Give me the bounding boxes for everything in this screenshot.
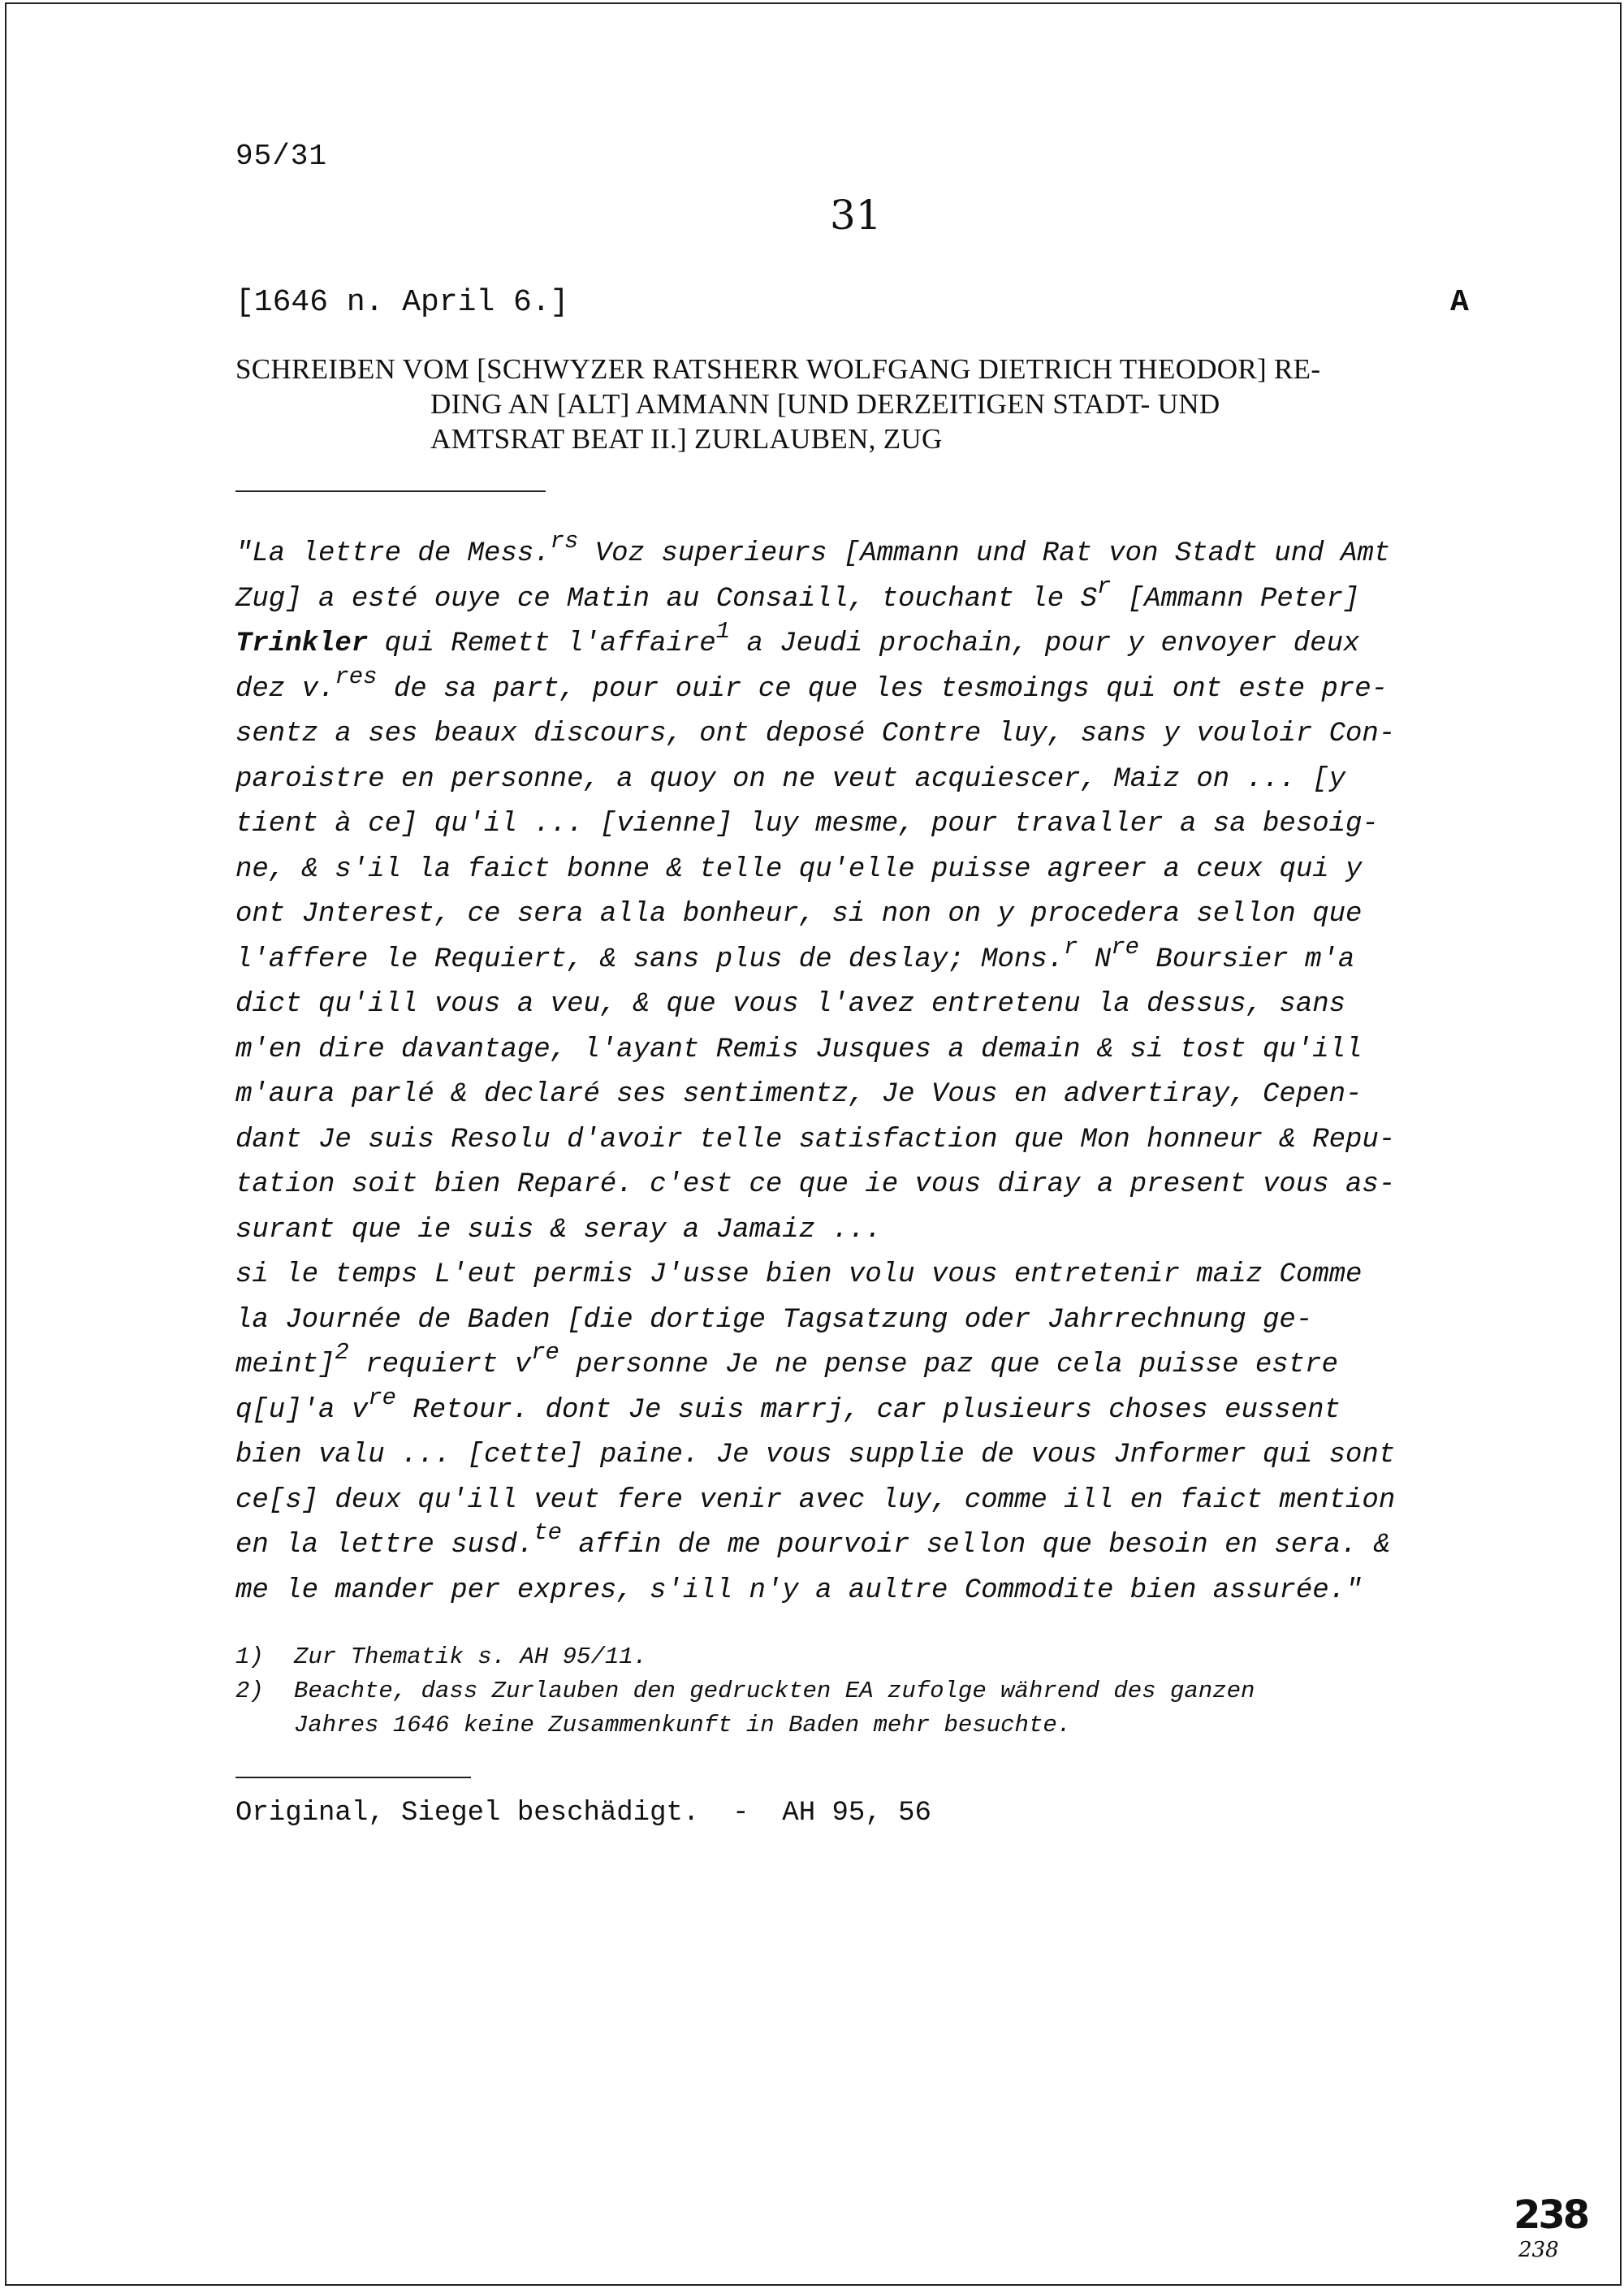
body-line: si le temps L'eut permis J'usse bien volu vous entretenir maiz Comme [235, 1259, 1363, 1290]
document-marker: A [1450, 285, 1469, 320]
handwritten-page-number [1514, 2192, 1587, 2274]
page-number-small: 238 [1518, 2238, 1559, 2262]
body-line: la Journée de Baden [die dortige Tagsatzung oder Jahrrechnung ge- [235, 1304, 1313, 1336]
body-line: bien valu ... [cette] paine. Je vous supplie de vous Jnformer qui sont [235, 1440, 1396, 1471]
body-line: tient à ce] qu'il ... [vienne] luy mesme, pour travaller a sa besoig- [235, 809, 1379, 840]
footnote [235, 1674, 1486, 1743]
source-divider [235, 1777, 471, 1778]
body-line: paroistre en personne, a quoy on ne veut acquiescer, Maiz on ... [y [235, 763, 1346, 795]
body-line: ont Jnterest, ce sera alla bonheur, si non on y procedera sellon que [235, 899, 1363, 930]
page-number: 238 [1514, 2192, 1588, 2238]
heading-line: AMTSRAT BEAT II.] ZURLAUBEN, ZUG [430, 423, 943, 455]
footnote-text: Beachte, dass Zurlauben den gedruckten EA zufolge während des ganzen [294, 1678, 1255, 1704]
letter-body [235, 528, 1478, 1613]
body-line: sentz a ses beaux discours, ont deposé Contre luy, sans y vouloir Con- [235, 719, 1396, 749]
body-line: m'en dire davantage, l'ayant Remis Jusques a demain & si tost qu'ill [235, 1034, 1363, 1065]
body-line: dict qu'ill vous a veu, & que vous l'avez entretenu la dessus, sans [235, 989, 1346, 1020]
body-line: l'affere le Requiert, & sans plus de deslay; Mons.$^r$ $N^{re}$ Boursier m'a [235, 933, 1355, 975]
heading-divider [235, 490, 546, 492]
body-line: "La lettre de Mess.$^{rs}$ Voz superieurs [Ammann und Rat von Stadt und Amt [235, 528, 1391, 569]
document-heading [235, 352, 1470, 456]
heading-line: DING AN [ALT] AMMANN [UND DERZEITIGEN STADT- UND [430, 388, 1220, 420]
body-line: Trinkler qui Remett l'affaire$^1$ a Jeudi prochain, pour y envoyer deux [235, 618, 1360, 659]
body-line: ce[s] deux qu'ill veut fere venir avec luy, comme ill en faict mention [235, 1484, 1396, 1516]
body-line: tation soit bien Reparé. c'est ce que ie vous diray a present vous as- [235, 1169, 1396, 1200]
body-line: dez v.$^{res}$ de sa part, pour ouir ce que les tesmoings qui ont este pre- [235, 663, 1389, 705]
body-line: dant Je suis Resolu d'avoir telle satisfaction que Mon honneur & Repu- [235, 1124, 1396, 1155]
body-line: surant que ie suis & seray a Jamaiz ... [235, 1214, 882, 1246]
document-reference: 95/31 [235, 140, 328, 173]
body-line: q[u]'a $v^{re}$ Retour. dont Je suis marrj, car plusieurs choses eussent [235, 1384, 1341, 1426]
footnotes [235, 1640, 1486, 1743]
body-line: en la lettre susd.$^{te}$ affin de me pourvoir sellon que besoin en sera. & [235, 1519, 1391, 1561]
footnote-text: Zur Thematik s. AH 95/11. [294, 1643, 648, 1670]
footnote-text: Jahres 1646 keine Zusammenkunft in Baden mehr besuchte. [294, 1712, 1072, 1738]
body-line: m'aura parlé & declaré ses sentimentz, Je Vous en advertiray, Cepen- [235, 1079, 1363, 1110]
document-number: 31 [830, 192, 882, 239]
body-line: meint]$^2$ requiert $v^{re}$ personne Je ne pense paz que cela puisse estre [235, 1339, 1338, 1380]
body-line: Zug] a esté ouye ce Matin au Consaill, touchant le $S^r$ [Ammann Peter] [235, 572, 1360, 615]
heading-line: SCHREIBEN VOM [SCHWYZER RATSHERR WOLFGANG DIETRICH THEODOR] RE- [235, 353, 1321, 385]
footnote-number: 1) [235, 1643, 264, 1670]
footnote [235, 1640, 1486, 1674]
body-line: me le mander per expres, s'ill n'y a aultre Commodite bien assurée." [235, 1574, 1363, 1606]
footnote-number: 2) [235, 1678, 264, 1704]
source-line: Original, Siegel beschädigt. - AH 95, 56 [235, 1798, 931, 1829]
body-line: ne, & s'il la faict bonne & telle qu'elle puisse agreer a ceux qui y [235, 853, 1363, 885]
document-date: [1646 n. April 6.] [235, 285, 569, 320]
